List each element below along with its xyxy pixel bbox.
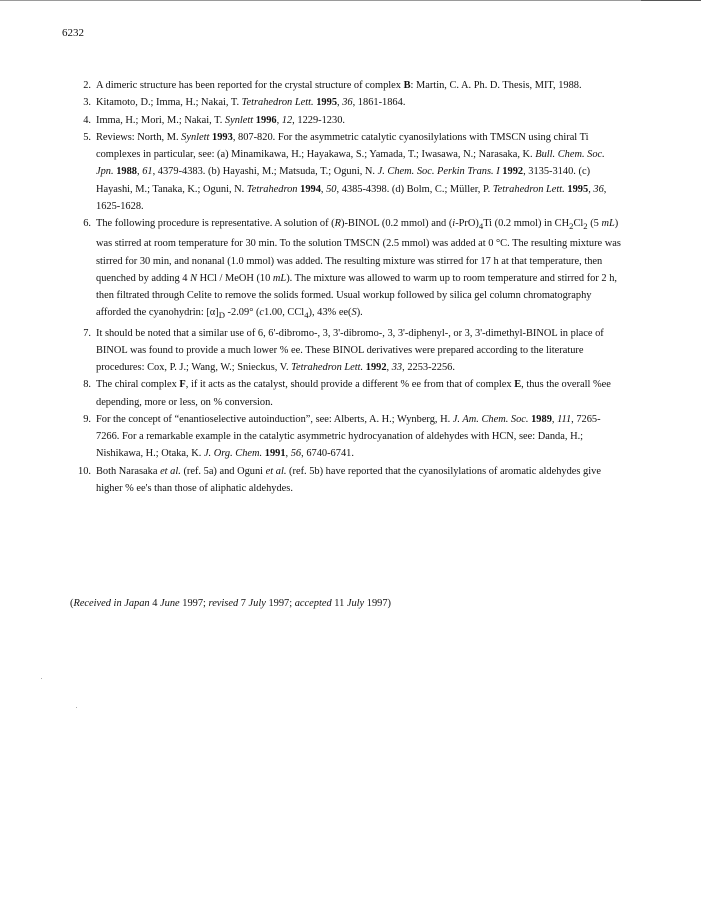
footnote — [74, 411, 622, 463]
text-run: Tetrahedron Lett. — [241, 97, 314, 109]
text-run: Bull. Chem. Soc. Jpn. — [96, 149, 605, 178]
text-run: , 4385-4398. (d) Bolm, C.; Müller, P. — [336, 183, 493, 195]
text-run: ). — [356, 307, 363, 319]
text-run: 1997; — [265, 598, 295, 609]
footnote-text — [96, 94, 622, 111]
text-run: Synlett — [181, 131, 210, 143]
footnote — [74, 325, 622, 377]
text-run: 4 — [149, 598, 161, 609]
text-run: , 1229-1230. — [292, 114, 345, 126]
text-run: , — [386, 362, 392, 374]
text-run: 1.00, CCl — [264, 307, 305, 319]
text-run: June — [160, 598, 180, 609]
footnote-text — [96, 411, 622, 463]
text-run: B — [403, 80, 411, 91]
top-rule — [0, 0, 701, 1]
text-run: c — [259, 307, 265, 319]
notes-list — [74, 77, 622, 497]
text-run: 1991 — [264, 448, 286, 460]
text-run: For the concept of “enantioselective autoinduction”, see: Alberts, A. H.; Wynberg, H. — [96, 413, 453, 425]
text-run: , 6740-6741. — [301, 448, 354, 460]
text-run: Both Narasaka — [96, 465, 161, 477]
text-run: Imma, H.; Mori, M.; Nakai, T. — [96, 114, 225, 126]
text-run: -PrO) — [455, 218, 479, 229]
text-run: , 7265-7266. For a remarkable example in the catalytic asymmetric hydrocyanation of aldehydes with HCN, see: Danda, H.; Nishikawa, H.; Otaka, K. — [96, 413, 601, 460]
text-run: , 2253-2256. — [402, 362, 455, 374]
text-run: R — [334, 218, 341, 229]
footnote-number: 8. — [83, 379, 91, 391]
footnote — [74, 129, 622, 215]
footnote-text — [96, 215, 622, 325]
text-run: 1988 — [116, 166, 137, 178]
text-run: ). The mixture was allowed to warm up to room temperature and stirred for 2 h, then filtrated through Celite to remove the solids formed. Usual workup followed by silica gel column chromatography afforded the cyanohydrin: [α] — [96, 272, 617, 319]
text-run: It should be noted that a similar use of 6, 6'-dibromo-, 3, 3'-dibromo-, 3, 3'-diphenyl-, or 3, 3'-dimethyl-BINOL in place of BINOL was found to provide a much lower % ee. These BINOL derivatives were prepared according to the literature procedures: Cox, P. J.; Wang, W.; Snieckus, V. — [96, 327, 604, 374]
text-run: Cl — [573, 218, 584, 229]
text-run: 2 — [583, 221, 588, 232]
footnote-number: 6. — [83, 218, 91, 229]
footnote — [74, 77, 622, 94]
text-run: (5 — [587, 218, 602, 229]
text-run: , 1625-1628. — [96, 183, 607, 212]
text-run: July — [346, 598, 365, 609]
footnote-number: 10. — [78, 465, 91, 477]
text-run: 1997; — [179, 598, 209, 609]
text-run: , 1861-1864. — [352, 97, 406, 109]
text-run: 1993 — [212, 131, 233, 143]
text-run: ( — [70, 598, 74, 609]
text-run: i — [452, 218, 456, 229]
text-run: , 807-820. For the asymmetric catalytic cyanosilylations with TMSCN using chiral Ti complexes in particular, see: (a) Minamikawa, H.; Hayakawa, S.; Yamada, T.; Iwasawa, N.; Narasaka, K. — [96, 131, 589, 160]
text-run: S — [351, 307, 357, 319]
text-run: 36 — [593, 183, 604, 195]
text-run: mL — [272, 272, 287, 284]
text-run: Tetrahedron Lett. — [291, 362, 364, 374]
footnote-number: 7. — [83, 327, 91, 339]
text-run: 50 — [326, 183, 337, 195]
received-dates — [70, 598, 391, 609]
text-run: July — [248, 598, 266, 609]
text-run: Received in Japan — [73, 598, 150, 609]
text-run: et al. — [265, 465, 287, 477]
text-run: 1995 — [567, 183, 589, 195]
text-run: ) was stirred at room temperature for 30 min. To the solution TMSCN (2.5 mmol) was added at 0 °C. The resulting mixture was stirred for 30 min, and nonanal (1.0 mmol) was added. The resulting mixture was stirred for 17 h at that temperature, then quenched by adding 4 — [96, 218, 621, 284]
text-run: -2.09° ( — [224, 307, 260, 319]
text-run: Reviews: North, M. — [96, 131, 182, 143]
footnote-number: 3. — [83, 97, 91, 109]
footnote — [74, 94, 622, 111]
text-run: revised — [208, 598, 239, 609]
text-run: J. Org. Chem. — [203, 448, 263, 460]
footnote — [74, 215, 622, 325]
scan-speck — [76, 707, 77, 708]
text-run: ), 43% ee( — [308, 307, 352, 319]
footnote-text — [96, 376, 622, 411]
text-run: Synlett — [224, 114, 254, 126]
text-run: 1995 — [316, 97, 338, 109]
text-run: , — [320, 183, 327, 195]
text-run: (ref. 5a) and Oguni — [180, 465, 266, 477]
text-run: HCl / MeOH (10 — [197, 272, 273, 284]
text-run: F — [179, 379, 186, 391]
text-run: E — [514, 379, 522, 391]
footnote — [74, 112, 622, 129]
text-run: et al. — [160, 465, 181, 477]
text-run: The chiral complex — [96, 379, 180, 391]
text-run: J. Chem. Soc. Perkin Trans. I — [377, 166, 500, 178]
text-run: Tetrahedron Lett. — [492, 183, 565, 195]
text-run: A dimeric structure has been reported for the crystal structure of complex — [96, 80, 404, 91]
footnote-text — [96, 112, 622, 129]
text-run: , 3135-3140. (c) Hayashi, M.; Tanaka, K.; Oguni, N. — [96, 166, 591, 195]
text-run: 111 — [557, 413, 572, 425]
text-run: 1992 — [365, 362, 387, 374]
text-run: accepted — [294, 598, 332, 609]
page-number: 6232 — [62, 27, 84, 39]
text-run: Kitamoto, D.; Imma, H.; Nakai, T. — [96, 97, 242, 109]
footnote-text — [96, 77, 622, 94]
text-run: , — [588, 183, 594, 195]
footnote — [74, 376, 622, 411]
text-run: 1989 — [531, 413, 552, 425]
text-run: , — [551, 413, 558, 425]
text-run: 1997) — [364, 598, 392, 609]
text-run: 36 — [342, 97, 353, 109]
text-run: 61 — [142, 166, 153, 178]
text-run: , — [285, 448, 291, 460]
footnote-text — [96, 463, 622, 498]
footnote-text — [96, 129, 622, 215]
footnote-text — [96, 325, 622, 377]
text-run: 1996 — [255, 114, 277, 126]
text-run: , 4379-4383. (b) Hayashi, M.; Matsuda, T.; Oguni, N. — [152, 166, 378, 178]
text-run: 7 — [238, 598, 249, 609]
text-run: 33 — [391, 362, 403, 374]
text-run: , — [137, 166, 143, 178]
text-run: , if it acts as the catalyst, should provide a different % ee from that of complex — [185, 379, 515, 391]
text-run: The following procedure is representative. A solution of ( — [96, 218, 335, 229]
text-run: N — [190, 272, 198, 284]
text-run: , — [276, 114, 282, 126]
text-run: 11 — [331, 598, 347, 609]
text-run: 1992 — [502, 166, 524, 178]
scan-speck — [41, 678, 42, 679]
text-run: 56 — [290, 448, 302, 460]
text-run: , thus the overall %ee depending, more or less, on % conversion. — [96, 379, 611, 408]
top-rule-accent — [641, 0, 701, 1]
text-run: mL — [601, 218, 615, 229]
footnote-number: 5. — [83, 131, 91, 143]
text-run: 4 — [304, 310, 309, 321]
footnote-number: 9. — [83, 413, 91, 425]
text-run: 1994 — [300, 183, 321, 195]
text-run: 12 — [281, 114, 293, 126]
text-run: Tetrahedron — [246, 183, 298, 195]
text-run: (ref. 5b) have reported that the cyanosilylations of aromatic aldehydes give higher % ee's than those of aliphatic aldehydes. — [96, 465, 601, 494]
text-run: 4 — [478, 221, 484, 232]
text-run: 2 — [569, 221, 574, 232]
text-run: J. Am. Chem. Soc. — [452, 413, 529, 425]
text-run: , — [337, 97, 343, 109]
text-run: Ti (0.2 mmol) in CH — [483, 218, 570, 229]
footnote-number: 4. — [83, 114, 91, 126]
text-run: )-BINOL (0.2 mmol) and ( — [341, 218, 453, 229]
footnote — [74, 463, 622, 498]
text-run: : Martin, C. A. Ph. D. Thesis, MIT, 1988. — [410, 80, 582, 91]
footnote-number: 2. — [83, 80, 91, 91]
text-run: D — [218, 310, 225, 321]
